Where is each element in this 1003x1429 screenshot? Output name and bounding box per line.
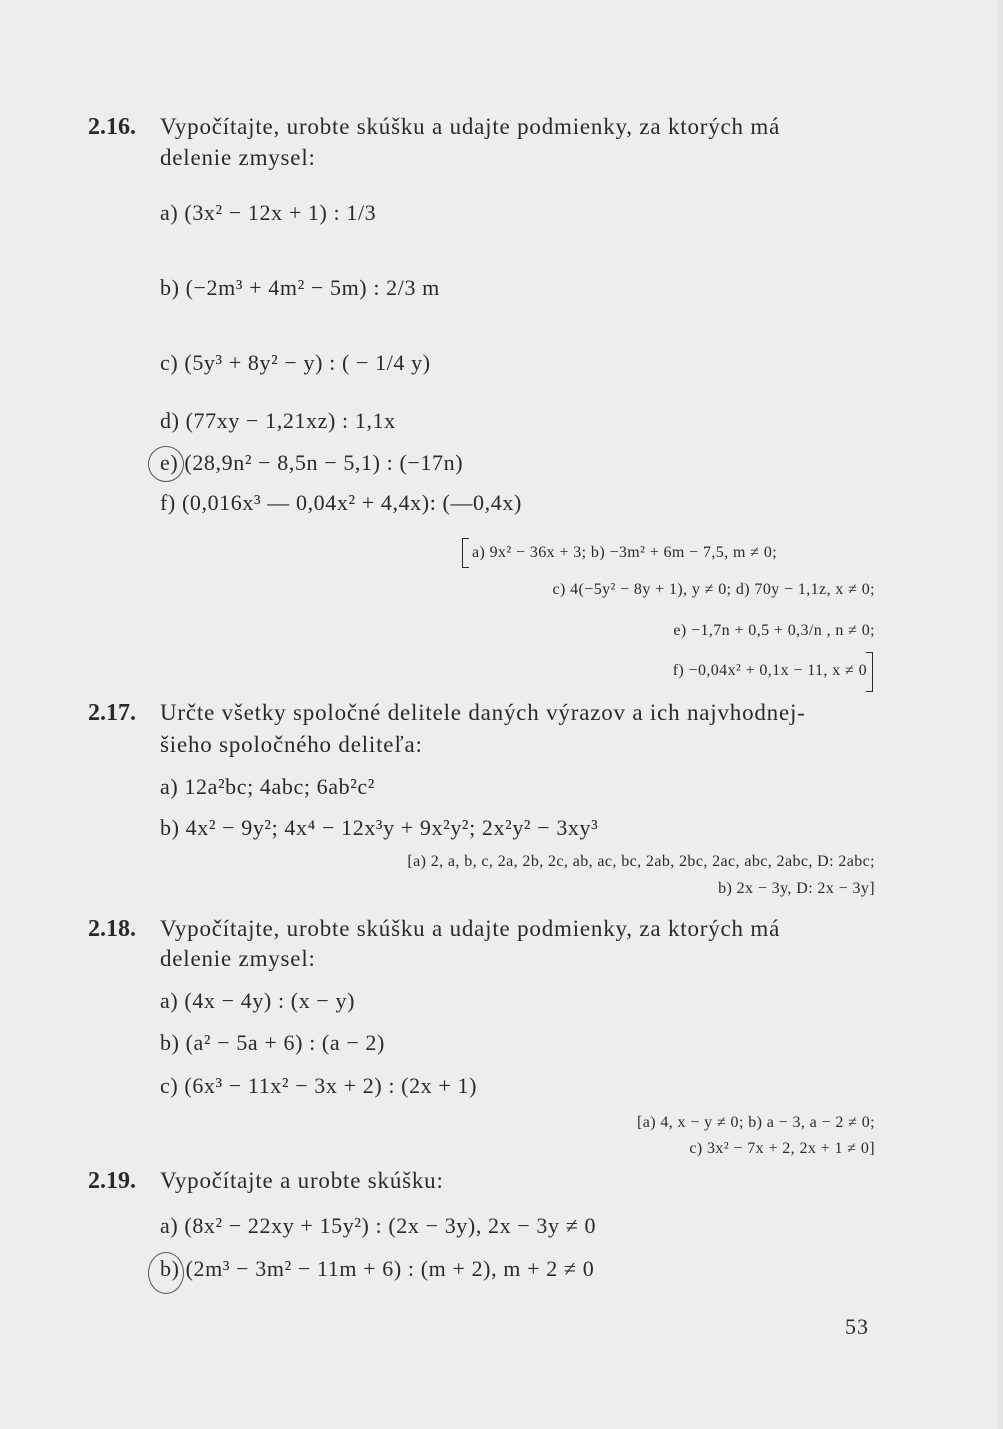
subitem-a: a) (3x² − 12x + 1) : 1/3 [160, 200, 377, 225]
problem-number: 2.19. [88, 1168, 136, 1194]
page-edge [995, 0, 1003, 1429]
answer-line: [a) 2, a, b, c, 2a, 2b, 2c, ab, ac, bc, 2ab, 2bc, 2ac, abc, 2abc, D: 2abc; [407, 853, 875, 870]
subitem-a: a) (8x² − 22xy + 15y²) : (2x − 3y), 2x − 3y ≠ 0 [160, 1213, 597, 1238]
problem-text: delenie zmysel: [160, 145, 316, 170]
problem-text: Vypočítajte a urobte skúšku: [160, 1168, 444, 1193]
problem-number: 2.17. [88, 700, 136, 726]
problem-text: Vypočítajte, urobte skúšku a udajte podmienky, za ktorých má [160, 916, 781, 941]
problem-text: delenie zmysel: [160, 946, 316, 971]
subitem-b: b) 4x² − 9y²; 4x⁴ − 12x³y + 9x²y²; 2x²y² − 3xy³ [160, 815, 599, 840]
problem-number: 2.16. [88, 114, 136, 140]
subitem-d: d) (77xy − 1,21xz) : 1,1x [160, 408, 396, 433]
answer-line: [a) 4, x − y ≠ 0; b) a − 3, a − 2 ≠ 0; [636, 1114, 875, 1131]
problem-text: Určte všetky spoločné delitele daných výrazov a ich najvhodnej- [160, 700, 806, 725]
answer-line: f) −0,04x² + 0,1x − 11, x ≠ 0 [672, 662, 867, 679]
answer-bracket-open [462, 538, 469, 568]
subitem-b: b) (2m³ − 3m² − 11m + 6) : (m + 2), m + 2 ≠ 0 [160, 1256, 595, 1281]
subitem-b: b) (−2m³ + 4m² − 5m) : 2/3 m [160, 275, 440, 300]
problem-text: šieho spoločného deliteľa: [160, 732, 423, 757]
subitem-e: e) (28,9n² − 8,5n − 5,1) : (−17n) [160, 450, 464, 475]
subitem-c: c) (6x³ − 11x² − 3x + 2) : (2x + 1) [160, 1073, 478, 1098]
answer-line: b) 2x − 3y, D: 2x − 3y] [718, 880, 875, 897]
subitem-b: b) (a² − 5a + 6) : (a − 2) [160, 1030, 385, 1055]
answer-line: c) 3x² − 7x + 2, 2x + 1 ≠ 0] [689, 1140, 875, 1157]
answer-line: e) −1,7n + 0,5 + 0,3/n , n ≠ 0; [673, 622, 875, 639]
answer-line: c) 4(−5y² − 8y + 1), y ≠ 0; d) 70y − 1,1z, x ≠ 0; [552, 581, 875, 598]
subitem-a: a) (4x − 4y) : (x − y) [160, 988, 356, 1013]
answer-line: a) 9x² − 36x + 3; b) −3m² + 6m − 7,5, m ≠ 0; [472, 544, 778, 561]
subitem-f: f) (0,016x³ — 0,04x² + 4,4x): (—0,4x) [160, 490, 522, 515]
page-number: 53 [845, 1314, 869, 1339]
subitem-c: c) (5y³ + 8y² − y) : ( − 1/4 y) [160, 350, 431, 375]
problem-number: 2.18. [88, 916, 136, 942]
answer-bracket-close [866, 652, 873, 692]
subitem-a: a) 12a²bc; 4abc; 6ab²c² [160, 774, 375, 799]
problem-text: Vypočítajte, urobte skúšku a udajte podmienky, za ktorých má [160, 114, 781, 139]
